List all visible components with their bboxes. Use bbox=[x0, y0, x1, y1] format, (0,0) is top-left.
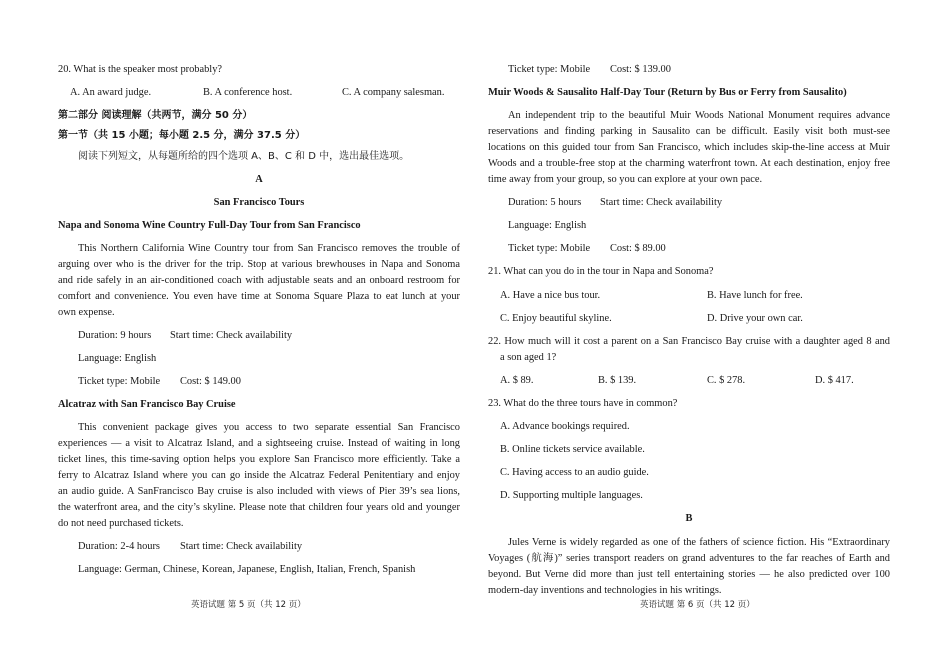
section-1-heading: 第一节（共 15 小题；每小题 2.5 分，满分 37.5 分） bbox=[58, 130, 306, 141]
q23-option-c: C. Having access to an audio guide. bbox=[500, 467, 649, 478]
tour-1-language: Language: English bbox=[78, 353, 157, 364]
passage-title: San Francisco Tours bbox=[213, 197, 305, 208]
tour-1-title: Napa and Sonoma Wine Country Full-Day Tour from San Francisco bbox=[58, 220, 361, 231]
part-2-heading: 第二部分 阅读理解（共两节，满分 50 分） bbox=[58, 110, 253, 121]
passage-b-line: Voyages (航海)” series transport readers on grand adventures to the far reaches of Earth and bbox=[488, 553, 890, 564]
page-footer: 英语试题 第 5 页（共 12 页） bbox=[191, 600, 306, 610]
tour-3-language: Language: English bbox=[508, 220, 587, 231]
q23-option-a: A. Advance bookings required. bbox=[500, 421, 630, 432]
question-21: 21. What can you do in the tour in Napa and Sonoma? bbox=[488, 266, 714, 277]
left-page bbox=[58, 0, 468, 672]
tour-2-title: Alcatraz with San Francisco Bay Cruise bbox=[58, 399, 236, 410]
tour-1-line: arguing over who is the driver for the trip. Stop at various brewhouses in Napa and Sonoma bbox=[58, 259, 460, 270]
question-23: 23. What do the three tours have in common? bbox=[488, 398, 678, 409]
tour-2-line: This convenient package gives you access to two separate essential San Francisco bbox=[78, 422, 460, 433]
q20-option-c: C. A company salesman. bbox=[342, 87, 445, 98]
tour-1-cost: Cost: $ 149.00 bbox=[180, 376, 241, 387]
tour-1-duration: Duration: 9 hours bbox=[78, 330, 152, 341]
passage-a-label: A bbox=[255, 174, 263, 185]
page-footer: 英语试题 第 6 页（共 12 页） bbox=[640, 600, 755, 610]
tour-1-ticket-type: Ticket type: Mobile bbox=[78, 376, 161, 387]
q20-option-a: A. An award judge. bbox=[70, 87, 152, 98]
q22-option-c: C. $ 278. bbox=[707, 375, 746, 386]
tour-2-ticket-type: Ticket type: Mobile bbox=[508, 64, 591, 75]
q23-option-d: D. Supporting multiple languages. bbox=[500, 490, 643, 501]
tour-2-duration: Duration: 2-4 hours bbox=[78, 541, 160, 552]
tour-2-line: do not need purchased tickets. bbox=[58, 518, 184, 529]
tour-2-line: an audio guide. A SanFrancisco Bay cruise is also included with views of Pier 39’s sea lions, bbox=[58, 486, 460, 497]
tour-2-line: experiences — a visit to Alcatraz Island, and a sightseeing cruise. Instead of waiting in long bbox=[58, 438, 460, 449]
tour-3-ticket-type: Ticket type: Mobile bbox=[508, 243, 591, 254]
tour-3-line: Woods and a trouble-free stop at the charming waterfront town. At each destination, enjoy free bbox=[488, 158, 890, 169]
tour-1-line: own expense. bbox=[58, 307, 115, 318]
question-22-line: 22. How much will it cost a parent on a San Francisco Bay cruise with a daughter aged 8 and bbox=[488, 336, 890, 347]
tour-1-line: comfort and convenience. You even have time at Sonoma Square Plaza to eat lunch at your bbox=[58, 291, 460, 302]
q21-option-b: B. Have lunch for free. bbox=[707, 290, 803, 301]
tour-3-title: Muir Woods & Sausalito Half-Day Tour (Return by Bus or Ferry from Sausalito) bbox=[488, 87, 847, 98]
q22-option-b: B. $ 139. bbox=[598, 375, 637, 386]
tour-3-line: reservations and finding parking in Sausalito can be difficult. Easily visit both must-see bbox=[488, 126, 890, 137]
tour-2-language: Language: German, Chinese, Korean, Japanese, English, Italian, French, Spanish bbox=[78, 564, 416, 575]
tour-3-duration: Duration: 5 hours bbox=[508, 197, 582, 208]
q23-option-b: B. Online tickets service available. bbox=[500, 444, 645, 455]
tour-1-line: This Northern California Wine Country tour from San Francisco removes the trouble of bbox=[78, 243, 460, 254]
passage-b-line: beyond. But Verne did more than just tell entertaining stories — he also predicted over 100 bbox=[488, 569, 890, 580]
q21-option-c: C. Enjoy beautiful skyline. bbox=[500, 313, 612, 324]
question-22-line: a son aged 1? bbox=[500, 352, 557, 363]
tour-2-line: ferry to Alcatraz Island where you can go inside the Alcatraz Federal Penitentiary and enjoy bbox=[58, 470, 460, 481]
tour-3-cost: Cost: $ 89.00 bbox=[610, 243, 666, 254]
passage-b-line: Jules Verne is widely regarded as one of the fathers of science fiction. His “Extraordinary bbox=[508, 537, 890, 548]
question-20: 20. What is the speaker most probably? bbox=[58, 64, 222, 75]
tour-2-start-time: Start time: Check availability bbox=[180, 541, 303, 552]
tour-2-line: ticket lines, this time-saving option helps you explore San Francisco more efficiently. Take a bbox=[58, 454, 460, 465]
tour-2-cost: Cost: $ 139.00 bbox=[610, 64, 671, 75]
tour-3-start-time: Start time: Check availability bbox=[600, 197, 723, 208]
tour-2-line: the waterfront area, and the city’s skyline. Please note that children four years old and younger bbox=[58, 502, 460, 513]
q22-option-d: D. $ 417. bbox=[815, 375, 854, 386]
passage-b-line: modern-day inventions and technologies in his writings. bbox=[488, 585, 722, 596]
q21-option-a: A. Have a nice bus tour. bbox=[500, 290, 601, 301]
q20-option-b: B. A conference host. bbox=[203, 87, 293, 98]
tour-3-line: An independent trip to the beautiful Muir Woods National Monument requires advance bbox=[508, 110, 890, 121]
right-page bbox=[488, 0, 898, 672]
tour-3-line: locations on this guided tour from San Francisco, which includes skip-the-line access at Muir bbox=[488, 142, 890, 153]
q21-option-d: D. Drive your own car. bbox=[707, 313, 803, 324]
passage-b-label: B bbox=[685, 513, 693, 524]
tour-1-line: and ride safely in an air-conditioned coach with adjustable seats and an onboard restroom for bbox=[58, 275, 460, 286]
tour-1-start-time: Start time: Check availability bbox=[170, 330, 293, 341]
tour-3-line: time away from your group, so you can explore at your own pace. bbox=[488, 174, 763, 185]
q22-option-a: A. $ 89. bbox=[500, 375, 534, 386]
instruction-text: 阅读下列短文，从每题所给的四个选项 A、B、C 和 D 中，选出最佳选项。 bbox=[78, 151, 410, 162]
